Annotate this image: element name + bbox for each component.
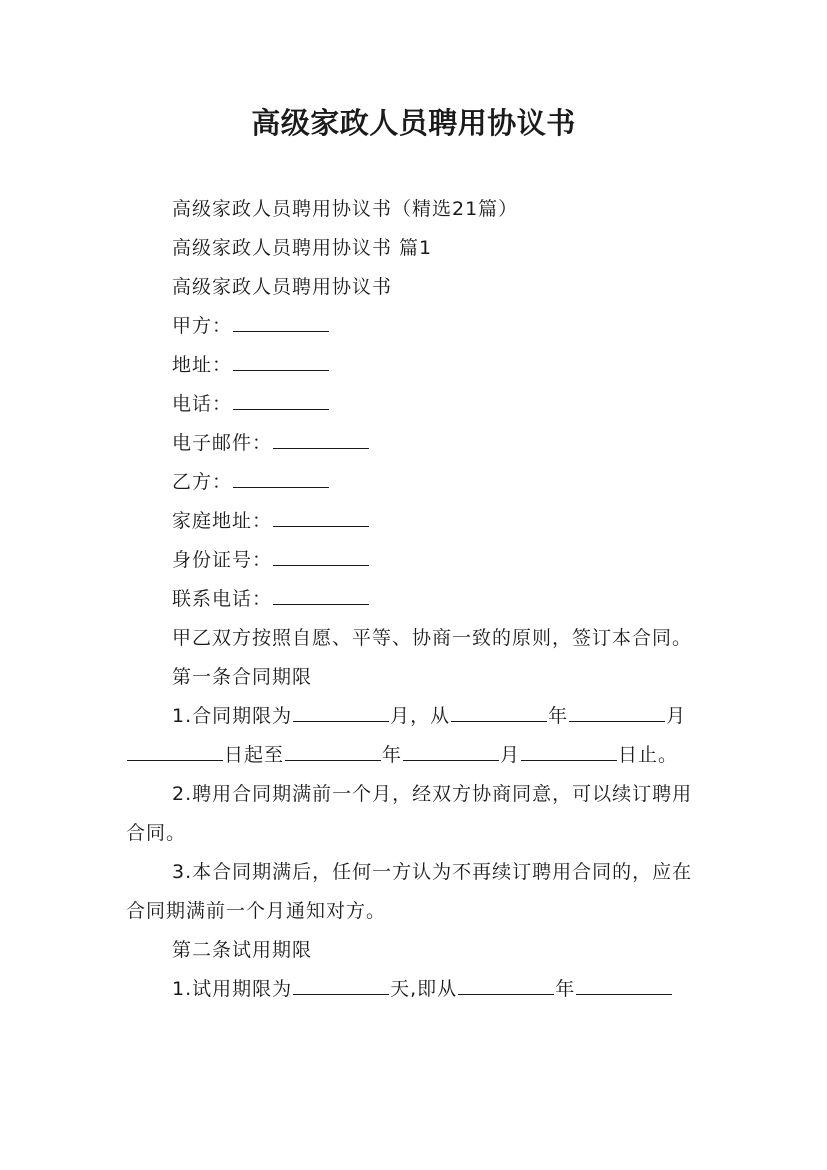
field-label: 电话： (172, 393, 233, 415)
blank-line (273, 603, 369, 605)
blank-line (451, 720, 547, 722)
field-party-b (126, 463, 706, 502)
field-label: 地址： (172, 354, 233, 376)
field-address (126, 346, 706, 385)
blank-line (293, 993, 389, 995)
field-label: 电子邮件： (172, 432, 273, 454)
text-run: 月 (666, 705, 687, 727)
paragraph-article-2: 第二条试用期限 (172, 939, 313, 961)
paragraph-term-1 (126, 697, 706, 775)
text-run: 月 (500, 744, 521, 766)
text-run: 日止。 (618, 744, 679, 766)
field-phone (126, 385, 706, 424)
paragraph-section-heading: 高级家政人员聘用协议书 篇1 (172, 237, 433, 259)
blank-line (273, 525, 369, 527)
paragraph-article-1: 第一条合同期限 (172, 666, 313, 688)
field-label: 甲方： (172, 315, 233, 337)
field-id-number (126, 541, 706, 580)
field-label: 联系电话： (172, 588, 273, 610)
field-label: 家庭地址： (172, 510, 273, 532)
text-run: 1.试用期限为 (172, 978, 293, 1000)
blank-line (127, 759, 223, 761)
text-run: 年 (548, 705, 569, 727)
blank-line (285, 759, 381, 761)
paragraph-agreement-name: 高级家政人员聘用协议书 (172, 276, 393, 298)
text-run: 年 (555, 978, 576, 1000)
paragraph-term-3: 3.本合同期满后，任何一方认为不再续订聘用合同的，应在合同期满前一个月通知对方。 (126, 861, 693, 922)
paragraph-term-2: 2.聘用合同期满前一个月，经双方协商同意，可以续订聘用合同。 (126, 783, 693, 844)
blank-line (233, 408, 329, 410)
paragraph-trial-1 (126, 970, 706, 1009)
text-run: 1.合同期限为 (172, 705, 293, 727)
blank-line (233, 369, 329, 371)
field-email (126, 424, 706, 463)
blank-line (293, 720, 389, 722)
blank-line (233, 486, 329, 488)
document-title: 高级家政人员聘用协议书 (251, 106, 576, 140)
document-body (126, 190, 706, 1009)
text-run: 月，从 (390, 705, 451, 727)
field-contact-phone (126, 580, 706, 619)
text-run: 日起至 (224, 744, 285, 766)
field-label: 乙方： (172, 471, 233, 493)
blank-line (521, 759, 617, 761)
field-home-address (126, 502, 706, 541)
blank-line (273, 447, 369, 449)
paragraph-subtitle: 高级家政人员聘用协议书（精选21篇） (172, 198, 519, 220)
text-run: 天,即从 (390, 978, 458, 1000)
blank-line (233, 330, 329, 332)
field-label: 身份证号： (172, 549, 273, 571)
blank-line (569, 720, 665, 722)
blank-line (273, 564, 369, 566)
blank-line (458, 993, 554, 995)
paragraph-principle: 甲乙双方按照自愿、平等、协商一致的原则，签订本合同。 (172, 627, 693, 649)
blank-line (403, 759, 499, 761)
blank-line (576, 993, 672, 995)
field-party-a (126, 307, 706, 346)
text-run: 年 (382, 744, 403, 766)
